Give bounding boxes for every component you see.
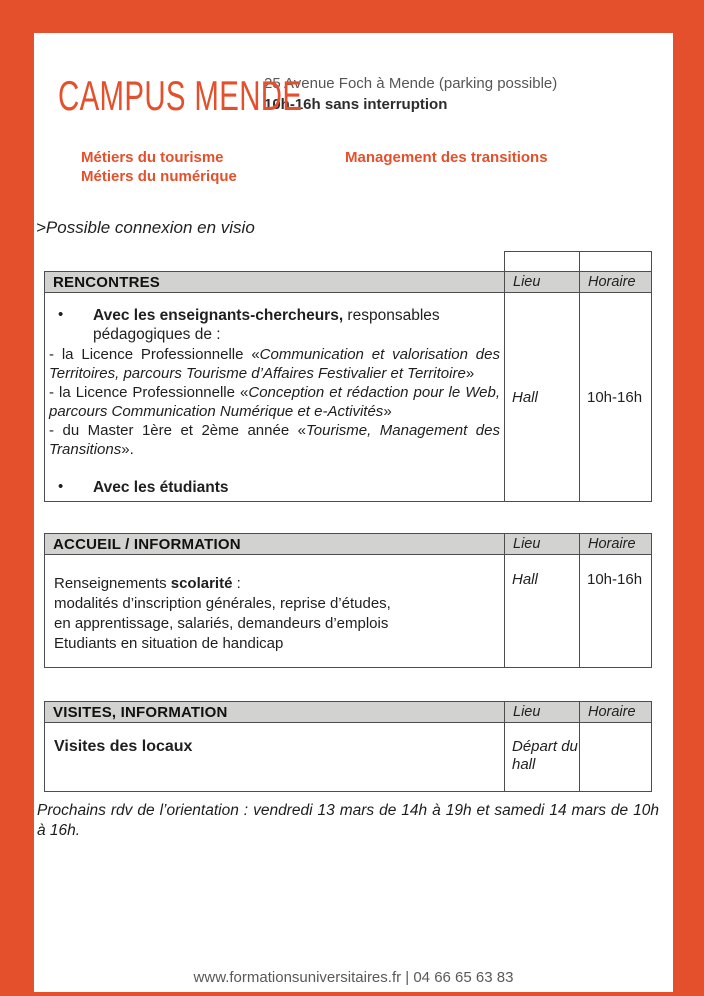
campus-title: CAMPUS MENDE <box>58 72 303 119</box>
accueil-content <box>45 555 505 668</box>
subject-tourisme: Métiers du tourisme <box>81 149 224 166</box>
prerow-horaire-cell <box>580 252 652 272</box>
prerow-lieu-cell <box>505 252 580 272</box>
subject-management: Management des transitions <box>345 149 548 166</box>
rencontres-title: RENCONTRES <box>45 272 505 293</box>
col-horaire: Horaire <box>580 272 652 293</box>
table-rencontres-body <box>45 293 652 502</box>
licence-item-2: - la Licence Professionnelle «Conception et rédaction pour le Web, parcours Communication Numérique et e-Activités» <box>49 384 500 420</box>
address-block <box>264 72 557 115</box>
visites-content: Visites des locaux <box>45 723 505 792</box>
rencontres-horaire: 10h-16h <box>580 293 652 502</box>
accueil-line-2: modalités d’inscription générales, reprise d’études, <box>54 595 391 612</box>
header <box>58 72 673 122</box>
accueil-line-3: en apprentissage, salariés, demandeurs d’emplois <box>54 615 389 632</box>
table-visites-body <box>45 723 652 792</box>
col-horaire: Horaire <box>580 534 652 555</box>
hours-line: 10h-16h sans interruption <box>264 96 448 113</box>
bullet-enseignants <box>49 306 500 344</box>
table-rencontres <box>44 251 652 502</box>
accueil-line-4: Etudiants en situation de handicap <box>54 635 284 652</box>
col-lieu: Lieu <box>505 534 580 555</box>
bullet-etudiants <box>49 478 500 497</box>
master-item: - du Master 1ère et 2ème année «Tourisme, Management des Transitions». <box>49 422 500 458</box>
accueil-title: ACCUEIL / INFORMATION <box>45 534 505 555</box>
subject-numerique: Métiers du numérique <box>81 168 237 185</box>
campus-logo <box>58 72 303 119</box>
prerow-spacer <box>45 252 505 272</box>
address-line: 25 Avenue Foch à Mende (parking possible) <box>264 75 558 92</box>
col-horaire: Horaire <box>580 702 652 723</box>
licence-item-1: - la Licence Professionnelle «Communication et valorisation des Territoires, parcours Tourisme d’Affaires Festivalier et Territoire» <box>49 346 500 382</box>
col-lieu: Lieu <box>505 702 580 723</box>
bullet-icon: • <box>58 306 64 323</box>
table-accueil-body <box>45 555 652 668</box>
contact-line: www.formationsuniversitaires.fr | 04 66 65 63 83 <box>193 969 514 986</box>
visites-lieu: Départ du hall <box>505 723 580 792</box>
bullet-icon: • <box>58 478 64 495</box>
bullet1-bold: Avec les enseignants-chercheurs, <box>93 307 344 324</box>
visites-title: VISITES, INFORMATION <box>45 702 505 723</box>
bullet2-text: Avec les étudiants <box>93 479 229 496</box>
table-accueil-header <box>45 534 652 555</box>
accueil-horaire: 10h-16h <box>580 555 652 668</box>
col-lieu: Lieu <box>505 272 580 293</box>
table-rencontres-header <box>45 272 652 293</box>
table-visites <box>44 701 652 792</box>
page-content <box>34 72 673 992</box>
rencontres-lieu: Hall <box>505 293 580 502</box>
table-accueil <box>44 533 652 668</box>
accueil-lieu: Hall <box>505 555 580 668</box>
subjects-row <box>34 148 673 186</box>
table-visites-header <box>45 702 652 723</box>
orientation-note: Prochains rdv de l’orientation : vendredi 13 mars de 14h à 19h et samedi 14 mars de 10h à 16h. <box>37 802 659 839</box>
rencontres-content <box>45 293 505 502</box>
visio-note: >Possible connexion en visio <box>36 218 255 237</box>
bullet1-rest: responsables pédagogiques de : <box>93 307 440 343</box>
accueil-line-1: Renseignements scolarité : <box>54 575 241 592</box>
table-rencontres-prerow <box>45 252 652 272</box>
visites-horaire <box>580 723 652 792</box>
